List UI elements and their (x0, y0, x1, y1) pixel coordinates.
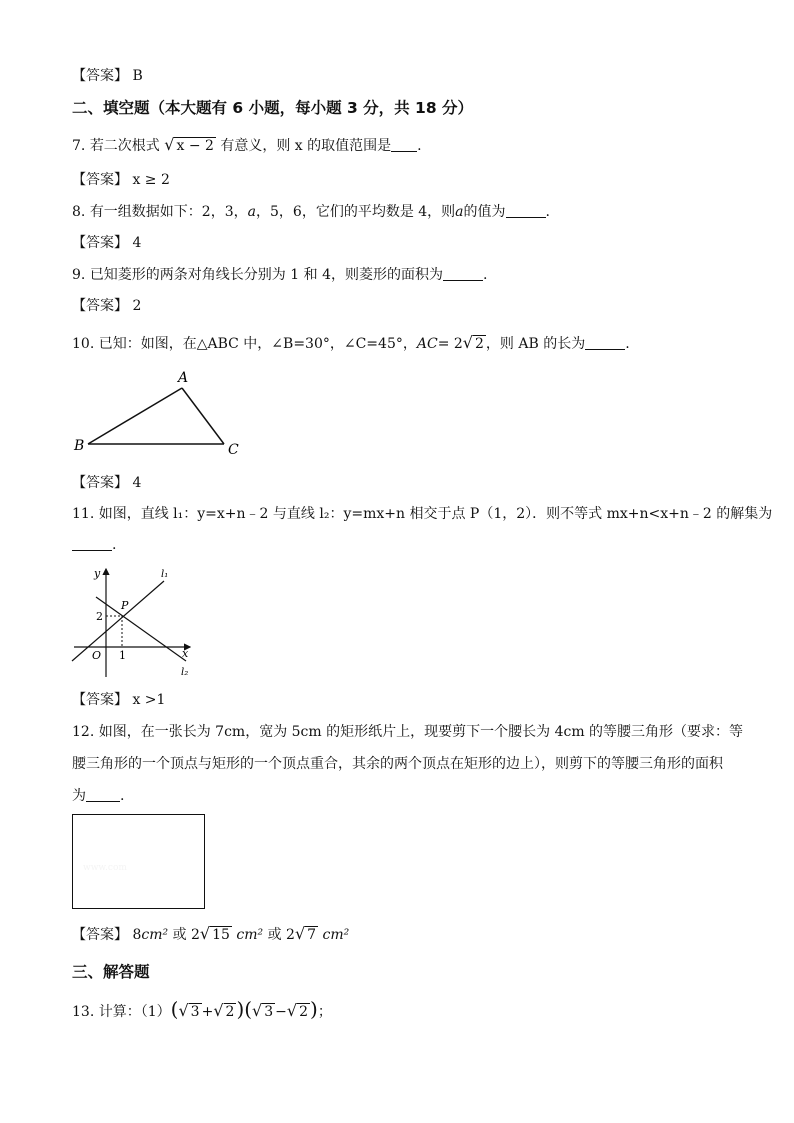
label-x: x (182, 647, 189, 660)
radicand: 3 (264, 1004, 274, 1020)
side-ac (182, 388, 224, 444)
answer-blank (585, 335, 625, 350)
answer-tag: 【答案】 (72, 298, 128, 314)
q-end: . (120, 788, 125, 804)
q-text: 如图，在一张长为 7cm，宽为 5cm 的矩形纸片上，现要剪下一个腰长为 4cm 的等腰三角形（要求：等 (98, 724, 744, 740)
q-end: . (417, 138, 422, 154)
triangle-figure (68, 366, 248, 462)
unit: cm² (322, 927, 350, 943)
radicand: 2 (299, 1004, 309, 1020)
answer-value: 2 (132, 298, 142, 314)
sqrt-sign: √ (178, 1001, 189, 1020)
answer-tag: 【答案】 (72, 172, 128, 188)
q-end: . (112, 537, 117, 553)
q-text: 若二次根式 (89, 138, 160, 154)
radicand: 15 (212, 927, 230, 943)
paren: )( (236, 997, 253, 1021)
unit: cm² (141, 927, 169, 943)
variable-a: a (247, 204, 256, 220)
answer-value: x ≥ 2 (132, 172, 170, 188)
answer-blank (443, 266, 483, 281)
sqrt-sign: √ (213, 1001, 224, 1020)
line-l1 (72, 581, 164, 661)
q-text: 已知菱形的两条对角线长分别为 1 和 4，则菱形的面积为 (89, 267, 443, 283)
radicand: 2 (225, 1004, 235, 1020)
unit: cm² (236, 927, 264, 943)
rectangle-figure (72, 814, 205, 909)
question-12-line-2: 腰三角形的一个顶点与矩形的一个顶点重合，其余的两个顶点在矩形的边上），则剪下的等腰三角形的面积 (72, 756, 723, 772)
answer-10 (72, 473, 141, 493)
label-a: A (178, 370, 189, 386)
question-13 (72, 998, 332, 1023)
q-end: . (625, 336, 630, 352)
answer-blank (86, 787, 120, 802)
answer-part: 8 (132, 927, 142, 943)
label-l2: l₂ (181, 667, 189, 678)
answer-part: 或 2 (172, 927, 200, 943)
radicand: 7 (307, 927, 317, 943)
q-text-post: ，则 AB 的长为 (485, 336, 586, 352)
sqrt-sign: √ (286, 1001, 298, 1020)
answer-tag: 【答案】 (72, 692, 128, 708)
label-c: C (228, 442, 239, 458)
answer-11 (72, 690, 165, 710)
answer-part: 或 2 (267, 927, 295, 943)
question-11 (72, 504, 772, 524)
answer-tag: 【答案】 (72, 235, 128, 251)
sqrt-sign: √ (294, 924, 306, 943)
q-text-mid: ，5，6，它们的平均数是 4，则 (256, 204, 456, 220)
answer-value: B (132, 68, 143, 84)
answer-value: 4 (132, 475, 142, 491)
radicand: x − 2 (176, 138, 214, 154)
answer-9 (72, 296, 141, 316)
label-b: B (74, 438, 85, 454)
paren: ) (310, 997, 318, 1021)
question-11-blank-line (72, 535, 116, 555)
q-end: . (482, 267, 488, 283)
label-p: P (121, 599, 129, 612)
q-text-post: 的值为 (463, 204, 506, 220)
answer-value: 4 (132, 235, 142, 251)
q-text-post: 有意义，则 x 的取值范围是 (220, 138, 392, 154)
q-end: ； (317, 1004, 332, 1020)
answer-8 (72, 233, 141, 253)
q-number: 10. (72, 336, 95, 352)
sqrt-sign: √ (199, 924, 211, 943)
side-ba (88, 388, 182, 444)
label-l1: l₁ (161, 569, 169, 580)
equals: = 2 (437, 336, 463, 352)
answer-tag: 【答案】 (72, 68, 128, 84)
answer-blank (72, 536, 112, 551)
variable-a: a (455, 204, 464, 220)
q-number: 13. (72, 1004, 95, 1020)
radicand: 2 (474, 336, 484, 352)
q-number: 11. (72, 506, 95, 522)
label-y: y (94, 567, 101, 580)
watermark: www.com (83, 863, 127, 873)
answer-7 (72, 170, 170, 190)
q-text: 为 (72, 788, 86, 804)
q-text: 有一组数据如下：2，3， (89, 204, 248, 220)
section-2-title: 二、填空题（本大题有 6 小题，每小题 3 分，共 18 分） (72, 99, 474, 117)
label-two: 2 (96, 610, 103, 623)
question-7 (72, 135, 422, 156)
line-graph-figure (66, 563, 196, 681)
label-one: 1 (119, 649, 126, 662)
minus: − (275, 1004, 287, 1020)
question-10 (72, 333, 630, 354)
answer-12 (72, 924, 349, 945)
sqrt-sign: √ (462, 333, 473, 352)
q-text: 如图，直线 l₁：y=x+n﹣2 与直线 l₂：y=mx+n 相交于点 P（1，2）．则不等式 mx+n<x+n﹣2 的解集为 (98, 506, 773, 522)
segment-ac: AC (416, 336, 438, 352)
question-8 (72, 202, 550, 222)
question-9 (72, 265, 487, 285)
plus: + (201, 1004, 214, 1020)
sqrt-sign: √ (164, 135, 175, 154)
question-12-line-3 (72, 786, 124, 806)
answer-blank (506, 203, 546, 218)
section-3-title: 三、解答题 (72, 963, 150, 981)
q-number: 7. (72, 138, 86, 154)
answer-6 (72, 66, 143, 86)
q-text: 已知：如图，在△ABC 中，∠B=30°，∠C=45°， (98, 336, 417, 352)
paren: ( (170, 997, 179, 1021)
q-end: . (545, 204, 550, 220)
answer-blank (391, 137, 417, 152)
radicand: 3 (190, 1004, 200, 1020)
q-number: 9. (72, 267, 86, 283)
q-number: 8. (72, 204, 86, 220)
question-12-line-1 (72, 722, 743, 742)
answer-tag: 【答案】 (72, 927, 128, 943)
answer-tag: 【答案】 (72, 475, 128, 491)
q-text: 计算：（1） (98, 1004, 171, 1020)
answer-value: x >1 (132, 692, 166, 708)
sqrt-sign: √ (252, 1001, 263, 1020)
q-number: 12. (72, 724, 95, 740)
label-origin: O (92, 649, 102, 662)
